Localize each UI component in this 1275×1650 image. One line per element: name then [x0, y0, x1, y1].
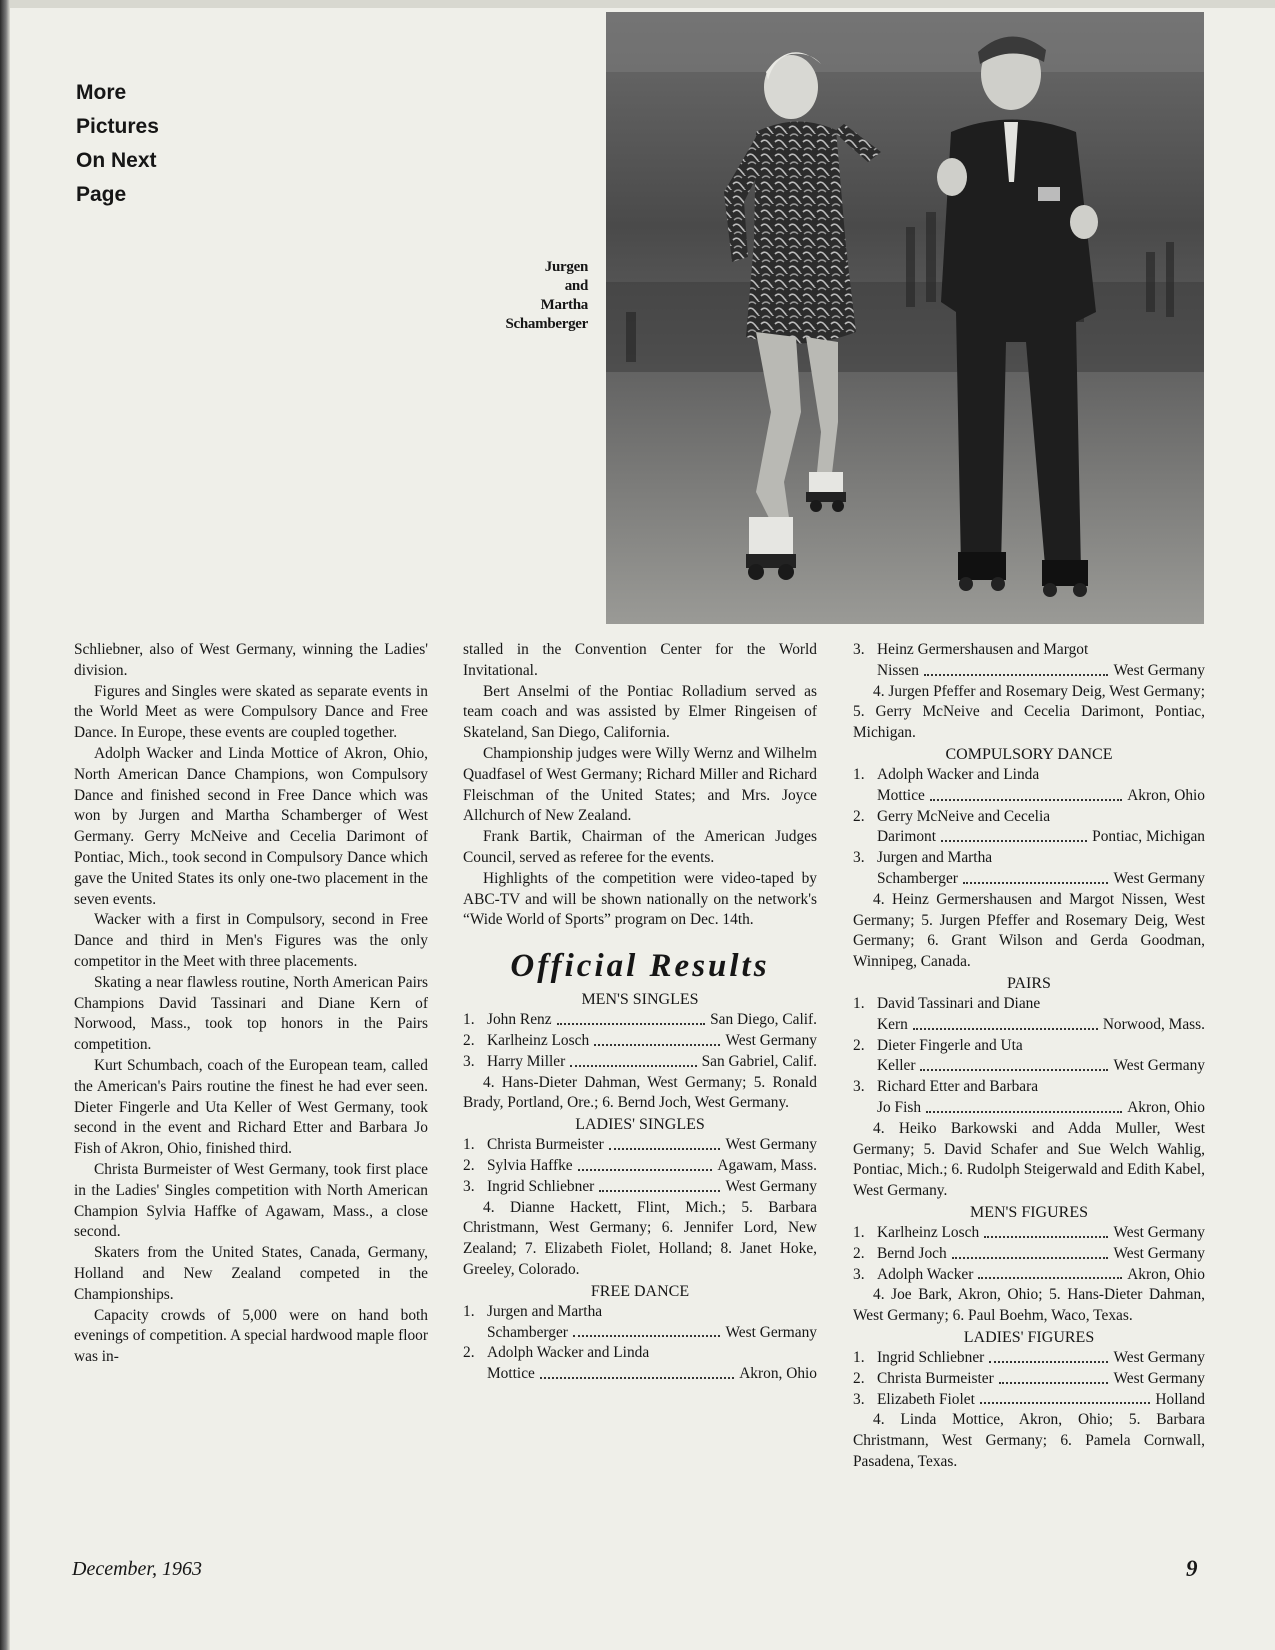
results-ladies-singles	[463, 1114, 817, 1281]
result-leader-line	[853, 1056, 1205, 1077]
leader-dots	[924, 661, 1109, 676]
leader-dots	[570, 1052, 696, 1067]
section-heading: COMPULSORY DANCE	[945, 745, 1113, 763]
result-leader-line	[487, 1156, 817, 1177]
rank: 3.	[853, 1390, 865, 1408]
leader-dots	[540, 1364, 734, 1379]
rank: 3.	[853, 849, 865, 867]
article-paragraph: Figures and Singles were skated as separate events in the World Meet as were Compulsory Dance and Free Dance. In Europe, these events are coupled together.	[74, 682, 428, 742]
competitor-location: West Germany	[1113, 1057, 1205, 1075]
competitor-name: Ingrid Schliebner	[487, 1177, 595, 1195]
rank: 1.	[853, 1348, 865, 1366]
caption-line: Martha	[540, 297, 588, 313]
rank: 1.	[463, 1136, 475, 1154]
article-paragraph: Skaters from the United States, Canada, Germany, Holland and New Zealand competed in the Championships.	[74, 1244, 428, 1303]
note-line: Pictures	[76, 115, 159, 138]
result-first-line	[853, 807, 1205, 828]
result-first-line	[853, 765, 1205, 786]
competitor-pair: Heinz Germershausen and Margot	[877, 641, 1089, 658]
rank: 3.	[463, 1177, 475, 1195]
result-entry	[463, 1343, 817, 1385]
competitor-name: Sylvia Haffke	[487, 1156, 573, 1174]
competitor-location: San Diego, Calif.	[710, 1011, 817, 1029]
rank: 3.	[853, 641, 865, 658]
result-first-line	[853, 640, 1205, 661]
rank: 1.	[853, 765, 865, 783]
more-pictures-note	[76, 76, 159, 212]
competitor-pair: Jurgen and Martha	[877, 849, 993, 867]
results-mens-singles	[463, 989, 817, 1114]
other-placements: 4. Jurgen Pfeffer and Rosemary Deig, West Germany; 5. Gerry McNeive and Cecelia Darimont, Pontiac, Michigan.	[853, 682, 1205, 742]
caption-line: Schamberger	[505, 316, 588, 332]
other-placements: 4. Joe Bark, Akron, Ohio; 5. Hans-Dieter Dahman, West Germany; 6. Paul Boehm, Waco, Texas.	[853, 1286, 1205, 1325]
result-leader-line	[853, 1098, 1205, 1119]
results-free-dance	[463, 1281, 817, 1385]
result-first-line	[463, 1343, 817, 1364]
results-ladies-figures	[853, 1327, 1205, 1473]
result-body	[877, 1265, 1205, 1286]
photo-caption	[438, 258, 588, 334]
result-entry	[853, 848, 1205, 890]
competitor-location: West Germany	[1113, 1223, 1205, 1241]
competitor-name: Adolph Wacker	[877, 1265, 974, 1283]
skaters-photo-illustration	[606, 12, 1204, 624]
competitor-name: Ingrid Schliebner	[877, 1348, 985, 1366]
results-column-3	[853, 640, 1205, 1473]
competitor-location: West Germany	[725, 1323, 817, 1341]
competitor-name: Elizabeth Fiolet	[877, 1390, 975, 1408]
article-paragraph: Frank Bartik, Chairman of the American Judges Council, served as referee for the events.	[463, 828, 817, 866]
rank: 1.	[463, 1302, 475, 1320]
rank: 2.	[853, 1244, 865, 1262]
competitor-location: West Germany	[1113, 1244, 1205, 1262]
leader-dots	[963, 869, 1109, 884]
result-leader-line	[877, 1244, 1205, 1265]
article-paragraph: Championship judges were Willy Wernz and Wilhelm Quadfasel of West Germany; Richard Miller and Richard Fleischman of the United States; and Mrs. Joyce Allchurch of New Zealand.	[463, 744, 817, 825]
competitor-name: Nissen	[877, 661, 919, 679]
article-paragraph: Schliebner, also of West Germany, winning the Ladies' division.	[74, 641, 428, 679]
rank: 3.	[853, 1265, 865, 1283]
leader-dots	[578, 1156, 713, 1171]
result-leader-line	[487, 1052, 817, 1073]
result-entry	[853, 994, 1205, 1036]
result-entry	[853, 1348, 1205, 1369]
leader-dots	[952, 1244, 1109, 1259]
result-entry	[463, 1156, 817, 1177]
result-leader-line	[487, 1177, 817, 1198]
note-line: Page	[76, 183, 127, 206]
competitor-pair: Gerry McNeive and Cecelia	[877, 807, 1051, 825]
leader-dots	[989, 1348, 1108, 1363]
competitor-name: Christa Burmeister	[877, 1369, 994, 1387]
result-leader-line	[487, 1135, 817, 1156]
result-entry	[463, 1031, 817, 1052]
result-line	[853, 1348, 1205, 1369]
result-line	[463, 1010, 817, 1031]
result-entry	[463, 1302, 817, 1344]
result-entry	[853, 1265, 1205, 1286]
competitor-pair: Adolph Wacker and Linda	[877, 765, 1040, 783]
competitor-location: West Germany	[1113, 661, 1205, 679]
article-paragraph: Skating a near flawless routine, North American Pairs Champions David Tassinari and Diane Kern of Norwood, Mass., took top honors in the Pairs competition.	[74, 973, 428, 1054]
competitor-location: West Germany	[725, 1136, 817, 1154]
leader-dots	[930, 786, 1122, 801]
result-body	[877, 1223, 1205, 1244]
result-line	[463, 1052, 817, 1073]
competitor-pair: Jurgen and Martha	[487, 1302, 603, 1320]
competitor-location: West Germany	[1113, 1369, 1205, 1387]
competitor-location: Akron, Ohio	[1127, 1098, 1205, 1116]
note-line: More	[76, 81, 127, 104]
section-heading: LADIES' SINGLES	[575, 1116, 705, 1134]
result-entry	[853, 807, 1205, 849]
result-leader-line	[877, 1369, 1205, 1390]
issue-date: December, 1963	[72, 1558, 202, 1580]
result-body	[487, 1031, 817, 1052]
page-number: 9	[1186, 1556, 1198, 1581]
result-body	[487, 1010, 817, 1031]
article-paragraph: Capacity crowds of 5,000 were on hand both evenings of competition. A special hardwood maple floor was in-	[74, 1306, 428, 1366]
leader-dots	[557, 1010, 706, 1025]
leader-dots	[594, 1031, 720, 1046]
article-paragraph: Wacker with a first in Compulsory, second in Free Dance and third in Men's Figures was the only competitor in the Meet with three placements.	[74, 911, 428, 970]
leader-dots	[913, 1015, 1098, 1030]
rank: 1.	[853, 994, 865, 1012]
result-leader-line	[487, 1031, 817, 1052]
other-placements: 4. Heiko Barkowski and Adda Muller, West Germany; 5. David Schafer and Sue Welch Wahlig, Pontiac, Mich.; 6. Rudolph Steigerwald and Edith Kabel, West Germany.	[853, 1119, 1205, 1200]
article-paragraph: Adolph Wacker and Linda Mottice of Akron, Ohio, North American Dance Champions, won Compulsory Dance and finished second in Free Dance which was won by Jurgen and Martha Schamberger of West Germany. Gerry McNeive and Cecelia Darimont of Pontiac, Mich., took second in Compulsory Dance which gave the United States its only one-two placement in the seven events.	[74, 744, 428, 908]
competitor-name: Jo Fish	[877, 1098, 922, 1116]
rank: 3.	[853, 1078, 865, 1096]
results-pairs	[853, 973, 1205, 1202]
result-leader-line	[463, 1323, 817, 1344]
result-body	[877, 1369, 1205, 1390]
competitor-location: Norwood, Mass.	[1102, 1015, 1205, 1033]
competitor-name: Darimont	[877, 828, 936, 846]
article-paragraph: Highlights of the competition were video-taped by ABC-TV and will be shown nationally on the network's “Wide World of Sports” program on Dec. 14th.	[463, 869, 817, 929]
result-entry	[853, 765, 1205, 807]
results-mens-figures	[853, 1202, 1205, 1327]
section-heading: FREE DANCE	[590, 1282, 690, 1300]
competitor-name: Bernd Joch	[877, 1244, 947, 1262]
competitor-location: West Germany	[725, 1031, 817, 1049]
leader-dots	[999, 1369, 1109, 1384]
article-column-1	[74, 640, 428, 1368]
leader-dots	[920, 1056, 1108, 1071]
rank: 2.	[853, 807, 865, 825]
result-entry	[853, 1369, 1205, 1390]
result-entry	[853, 1390, 1205, 1411]
leader-dots	[980, 1390, 1151, 1405]
results-free-dance-continued	[853, 640, 1205, 744]
result-line	[853, 1244, 1205, 1265]
result-leader-line	[853, 661, 1205, 682]
result-line	[853, 1265, 1205, 1286]
competitor-location: Pontiac, Michigan	[1092, 828, 1205, 846]
result-entry	[853, 1077, 1205, 1119]
caption-line: Jurgen	[544, 259, 588, 275]
result-entry	[463, 1135, 817, 1156]
other-placements: 4. Dianne Hackett, Flint, Mich.; 5. Barbara Christmann, West Germany; 6. Jennifer Lord, New Zealand; 7. Elizabeth Fiolet, Holland; 8. Janet Hoke, Greeley, Colorado.	[463, 1198, 817, 1278]
leader-dots	[926, 1098, 1122, 1113]
result-line	[853, 1390, 1205, 1411]
competitor-name: Karlheinz Losch	[487, 1031, 590, 1049]
result-first-line	[853, 1036, 1205, 1057]
leader-dots	[573, 1323, 721, 1338]
competitor-location: Agawam, Mass.	[717, 1156, 817, 1174]
result-entry	[853, 1036, 1205, 1078]
result-line	[463, 1156, 817, 1177]
competitor-location: West Germany	[1113, 1348, 1205, 1366]
result-leader-line	[877, 1265, 1205, 1286]
section-heading: MEN'S FIGURES	[969, 1203, 1088, 1221]
result-line	[853, 1369, 1205, 1390]
result-leader-line	[877, 1223, 1205, 1244]
section-heading: PAIRS	[1007, 974, 1051, 992]
result-leader-line	[877, 1348, 1205, 1369]
competitor-name: Keller	[877, 1057, 916, 1075]
caption-line: and	[564, 278, 588, 294]
competitor-pair: Richard Etter and Barbara	[877, 1078, 1039, 1096]
result-leader-line	[463, 1364, 817, 1385]
competitor-name: Schamberger	[877, 869, 958, 887]
competitor-location: San Gabriel, Calif.	[701, 1052, 817, 1070]
result-first-line	[853, 994, 1205, 1015]
competitor-location: Holland	[1155, 1390, 1205, 1408]
other-placements: 4. Heinz Germershausen and Margot Nissen, West Germany; 5. Jurgen Pfeffer and Rosemary Deig, West Germany; 6. Grant Wilson and Gerda Goodman, Winnipeg, Canada.	[853, 890, 1205, 971]
competitor-location: Akron, Ohio	[1127, 786, 1205, 804]
result-entry	[853, 640, 1205, 682]
result-first-line	[853, 1077, 1205, 1098]
result-line	[853, 1223, 1205, 1244]
top-edge	[10, 0, 1275, 8]
article-paragraph: Kurt Schumbach, coach of the European team, called the American's Pairs routine the finest he had ever seen. Dieter Fingerle and Uta Keller of West Germany, took second in the event and Richard Etter and Barbara Jo Fish of Akron, Ohio, finished third.	[74, 1056, 428, 1158]
rank: 2.	[853, 1369, 865, 1387]
article-paragraph: Bert Anselmi of the Pontiac Rolladium served as team coach and was assisted by Elmer Ringeisen of Skateland, San Diego, California.	[463, 682, 817, 742]
result-first-line	[853, 848, 1205, 869]
note-line: On Next	[76, 149, 157, 172]
result-body	[487, 1052, 817, 1073]
result-body	[487, 1156, 817, 1177]
other-placements: 4. Hans-Dieter Dahman, West Germany; 5. Ronald Brady, Portland, Ore.; 6. Bernd Joch, West Germany.	[463, 1073, 817, 1112]
result-entry	[853, 1244, 1205, 1265]
competitor-name: Christa Burmeister	[487, 1136, 604, 1154]
result-leader-line	[853, 827, 1205, 848]
competitor-pair: David Tassinari and Diane	[877, 994, 1041, 1012]
leader-dots	[941, 827, 1087, 842]
competitor-pair: Dieter Fingerle and Uta	[877, 1036, 1023, 1054]
official-results-heading: Official Results	[510, 948, 770, 985]
competitor-pair: Adolph Wacker and Linda	[487, 1344, 650, 1362]
rank: 1.	[463, 1011, 475, 1029]
result-leader-line	[853, 1015, 1205, 1036]
result-leader-line	[853, 869, 1205, 890]
rank: 2.	[463, 1156, 475, 1174]
result-entry	[463, 1052, 817, 1073]
result-entry	[463, 1010, 817, 1031]
leader-dots	[599, 1177, 720, 1192]
result-leader-line	[487, 1010, 817, 1031]
result-line	[463, 1177, 817, 1198]
competitor-location: West Germany	[1113, 869, 1205, 887]
other-placements: 4. Linda Mottice, Akron, Ohio; 5. Barbara Christmann, West Germany; 6. Pamela Cornwall, Pasadena, Texas.	[853, 1411, 1205, 1470]
leader-dots	[984, 1223, 1108, 1238]
result-body	[877, 1348, 1205, 1369]
article-paragraph: stalled in the Convention Center for the World Invitational.	[463, 641, 817, 679]
binding-edge	[0, 0, 10, 1650]
skaters-photo	[606, 12, 1204, 624]
result-leader-line	[853, 786, 1205, 807]
result-line	[463, 1135, 817, 1156]
section-heading: MEN'S SINGLES	[581, 991, 699, 1009]
rank: 2.	[853, 1036, 865, 1054]
results-compulsory-dance	[853, 744, 1205, 973]
rank: 1.	[853, 1223, 865, 1241]
article-column-2	[463, 640, 817, 1385]
rank: 2.	[463, 1344, 475, 1362]
result-body	[877, 1390, 1205, 1411]
competitor-name: Schamberger	[487, 1323, 568, 1341]
competitor-location: Akron, Ohio	[739, 1365, 817, 1383]
result-line	[463, 1031, 817, 1052]
result-entry	[853, 1223, 1205, 1244]
result-leader-line	[877, 1390, 1205, 1411]
article-paragraph: Christa Burmeister of West Germany, took first place in the Ladies' Singles competition with North American Champion Sylvia Haffke of Agawam, Mass., a close second.	[74, 1160, 428, 1241]
leader-dots	[978, 1265, 1122, 1280]
competitor-name: Karlheinz Losch	[877, 1223, 980, 1241]
result-body	[487, 1135, 817, 1156]
rank: 2.	[463, 1031, 475, 1049]
competitor-name: John Renz	[487, 1011, 552, 1029]
competitor-name: Mottice	[487, 1365, 535, 1383]
result-first-line	[463, 1302, 817, 1323]
result-entry	[463, 1177, 817, 1198]
result-body	[877, 1244, 1205, 1265]
competitor-name: Mottice	[877, 786, 925, 804]
rank: 3.	[463, 1052, 475, 1070]
competitor-name: Kern	[877, 1015, 908, 1033]
competitor-location: Akron, Ohio	[1127, 1265, 1205, 1283]
competitor-name: Harry Miller	[487, 1052, 566, 1070]
competitor-location: West Germany	[725, 1177, 817, 1195]
article-paragraphs	[463, 640, 817, 931]
result-body	[487, 1177, 817, 1198]
leader-dots	[609, 1135, 721, 1150]
section-heading: LADIES' FIGURES	[963, 1328, 1095, 1346]
